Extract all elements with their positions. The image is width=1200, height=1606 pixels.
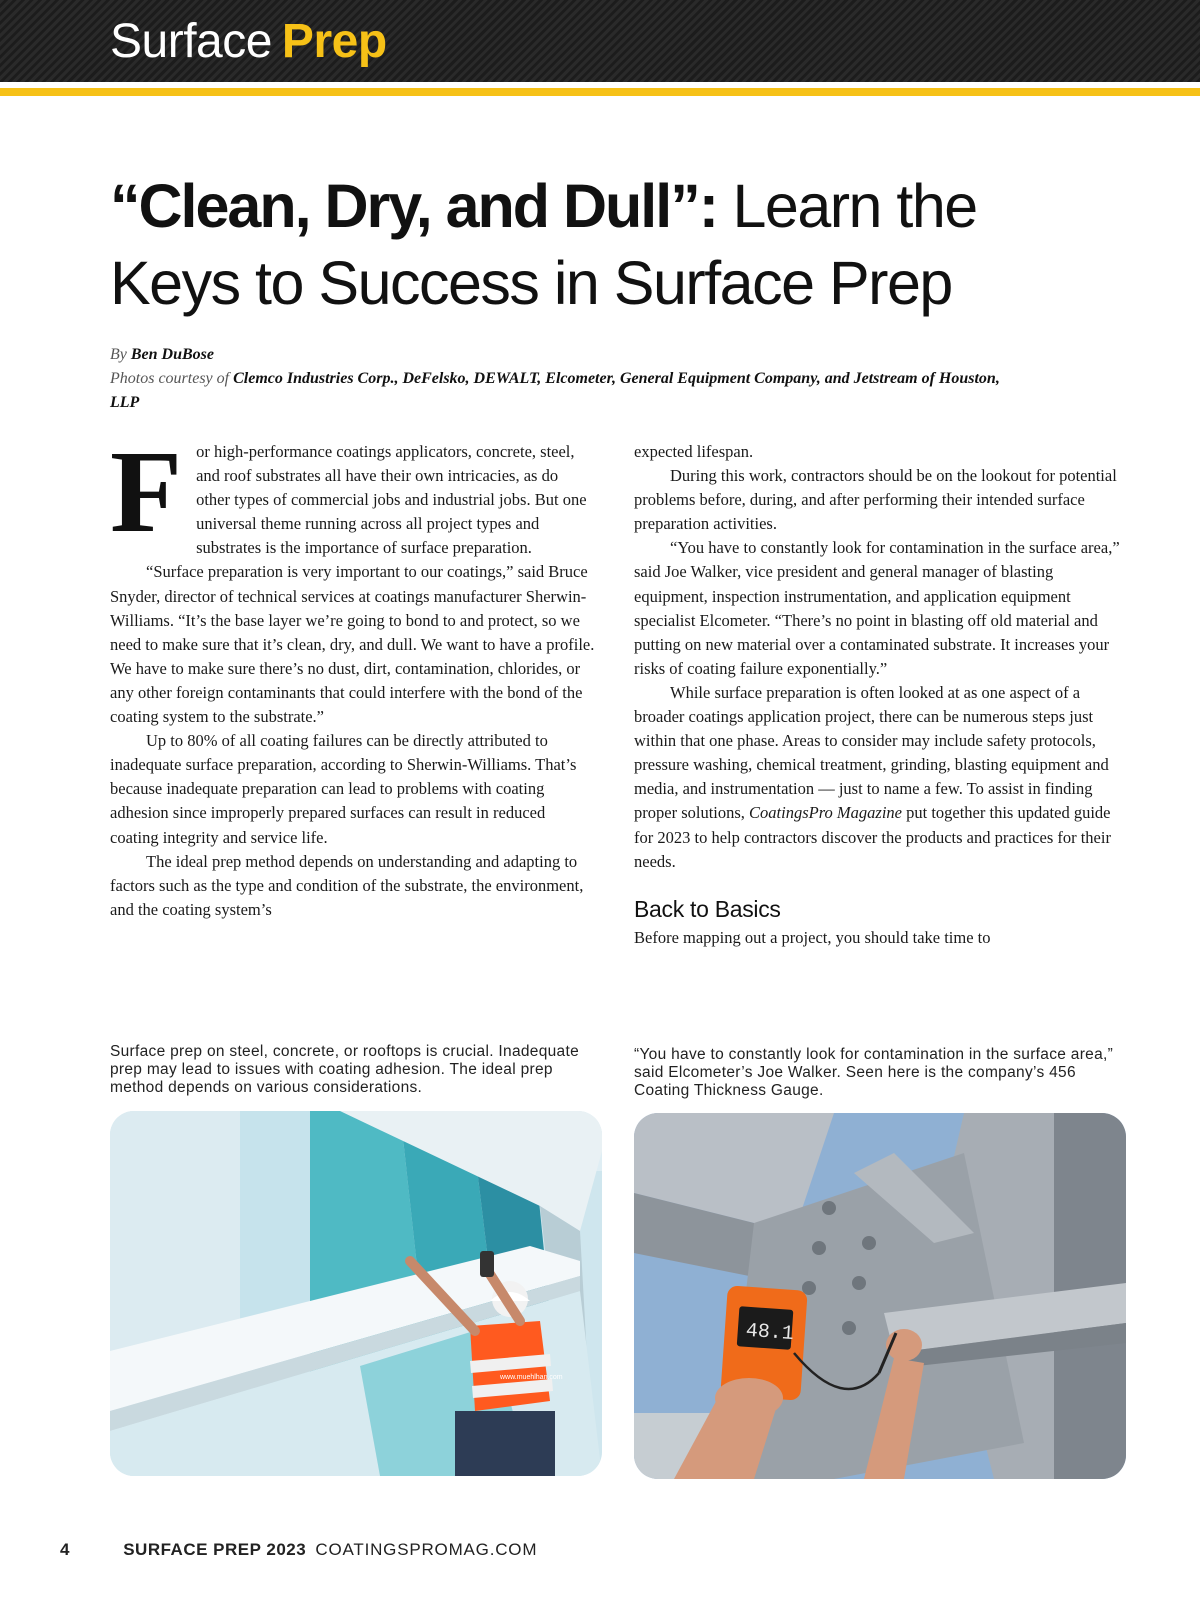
article-column-right <box>634 440 1124 950</box>
photo-credits-line <box>110 367 1010 415</box>
photo-worker-wall-illustration <box>110 1111 602 1476</box>
paragraph-7-text-a: While surface preparation is often looked at as one aspect of a broader coatings application project, there can be numerous steps just within that one phase. Areas to consider may include safety protocols, pressure washing, chemical treatment, grinding, blasting equipment and media, and instrumentation — just to name a few. To assist in finding proper solutions, <box>634 682 1109 823</box>
header-divider <box>0 82 1200 87</box>
paragraph-7 <box>634 681 1124 874</box>
headline-bold: “Clean, Dry, and Dull”: <box>110 172 718 240</box>
paragraph-8: Before mapping out a project, you should take time to <box>634 927 991 947</box>
magazine-issue: SURFACE PREP 2023 <box>123 1540 307 1559</box>
section-header-bar <box>0 0 1200 82</box>
byline <box>110 343 1010 415</box>
paragraph-1 <box>110 426 595 560</box>
photo-worker-wall <box>110 1111 602 1476</box>
byline-prefix: By <box>110 346 127 363</box>
author-line <box>110 343 1010 367</box>
photo-credits: Clemco Industries Corp., DeFelsko, DEWALT, Elcometer, General Equipment Company, and Jetstream of Houston, LLP <box>110 370 1000 411</box>
gauge-reading: 48.1 <box>744 1319 795 1347</box>
photo-thickness-gauge-illustration <box>634 1113 1126 1479</box>
photos-prefix: Photos courtesy of <box>110 370 230 387</box>
paragraph-7-text-b: put together this updated guide for 2023 to help contractors discover the products and practices for their needs. <box>634 803 1111 871</box>
paragraph-3: Up to 80% of all coating failures can be directly attributed to inadequate surface preparation, according to Sherwin-Williams. That’s because inadequate preparation can lead to problems with coating adhesion since improperly prepared surfaces can result in reduced coating integrity and service life. <box>110 731 577 847</box>
page-number: 4 <box>60 1540 70 1559</box>
photo-thickness-gauge <box>634 1113 1126 1479</box>
paragraph-2: “Surface preparation is very important to our coatings,” said Bruce Snyder, director of technical services at coatings manufacturer Sherwin-Williams. “It’s the base layer we’re going to bond to and protect, so we need to make sure that it’s clean, dry, and dull. We want to have a profile. We have to make sure there’s no dust, dirt, contamination, chlorides, or any other foreign contaminants that could interfere with the bond of the coating system to the substrate.” <box>110 562 595 727</box>
author-name: Ben DuBose <box>130 346 214 363</box>
paragraph-4: The ideal prep method depends on understanding and adapting to factors such as the type and condition of the substrate, the environment, and the coating system’s <box>110 851 584 919</box>
headline-rest: Learn the Keys to Success in Surface Prep <box>110 172 977 317</box>
magazine-name: CoatingsPro Magazine <box>749 803 902 823</box>
section-title <box>110 12 387 72</box>
photo-caption-left: Surface prep on steel, concrete, or rooftops is crucial. Inadequate prep may lead to issues with coating adhesion. The ideal prep method depends on various considerations. <box>110 1043 579 1096</box>
paragraph-6: “You have to constantly look for contamination in the surface area,” said Joe Walker, vice president and general manager of blasting equipment, inspection instrumentation, and application equipment specialist Elcometer. “There’s no point in blasting off old material and putting on new material over a contaminated substrate. It increases your risks of coating failure exponentially.” <box>634 538 1120 678</box>
section-title-part2: Prep <box>281 15 387 68</box>
magazine-website: COATINGSPROMAG.COM <box>315 1540 538 1559</box>
photo-caption-right: “You have to constantly look for contamination in the surface area,” said Elcometer’s Joe Walker. Seen here is the company’s 456 Coating Thickness Gauge. <box>634 1046 1114 1099</box>
subhead-back-to-basics: Back to Basics <box>634 895 781 922</box>
page-footer <box>60 1538 760 1562</box>
section-title-part1: Surface <box>110 15 272 68</box>
header-accent-stripe <box>0 88 1200 96</box>
paragraph-5: During this work, contractors should be on the lookout for potential problems before, during, and after performing their intended surface preparation activities. <box>634 466 1117 534</box>
paragraph-continuation: expected lifespan. <box>634 442 754 461</box>
drop-cap: F <box>110 426 183 557</box>
article-column-left <box>110 426 595 922</box>
paragraph-1-text: or high-performance coatings applicators, concrete, steel, and roof substrates all have their own intricacies, as do other types of commercial jobs and industrial jobs. But one universal theme running across all project types and substrates is the importance of surface preparation. <box>196 442 587 558</box>
article-headline <box>110 168 1100 322</box>
vest-text: www.muehlhan.com <box>500 1374 563 1381</box>
